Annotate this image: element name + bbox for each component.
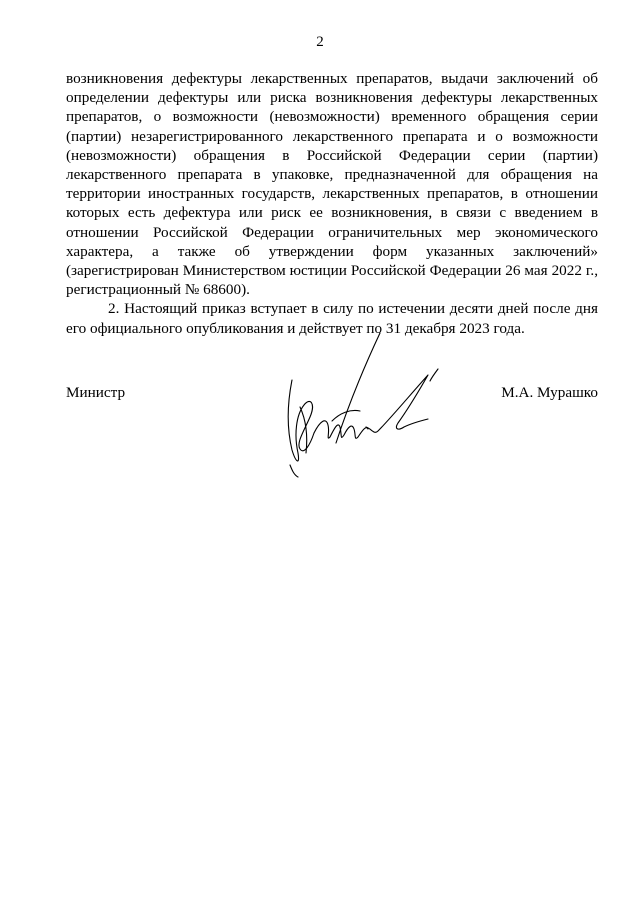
- page-number: 2: [316, 34, 324, 50]
- signatory-name: М.А. Мурашко: [501, 384, 598, 401]
- paragraph-continued: возникновения дефектуры лекарственных препаратов, выдачи заключений об определении дефектуры или риска возникновения дефектуры лекарственных препаратов, о возможности (невозможности) временного обращения серии (партии) незарегистрированного лекарственного препарата и о возможности (невозможности) обращения в Российской Федерации серии (партии) лекарственного препарата в упаковке, предназначенной для обращения на территории иностранных государств, лекарственных препаратов, в отношении которых есть дефектура или риск ее возникновения, в связи с введением в отношении Российской Федерации ограничительных мер экономического характера, а также об утверждении форм указанных заключений» (зарегистрирован Министерством юстиции Российской Федерации 26 мая 2022 г., регистрационный № 68600).: [66, 70, 598, 299]
- paragraph-2: 2. Настоящий приказ вступает в силу по истечении десяти дней после дня его официального опубликования и действует по 31 декабря 2023 года.: [66, 300, 598, 337]
- signatory-title: Министр: [66, 384, 126, 401]
- document-body: [66, 69, 598, 338]
- handwritten-signature: [270, 325, 470, 485]
